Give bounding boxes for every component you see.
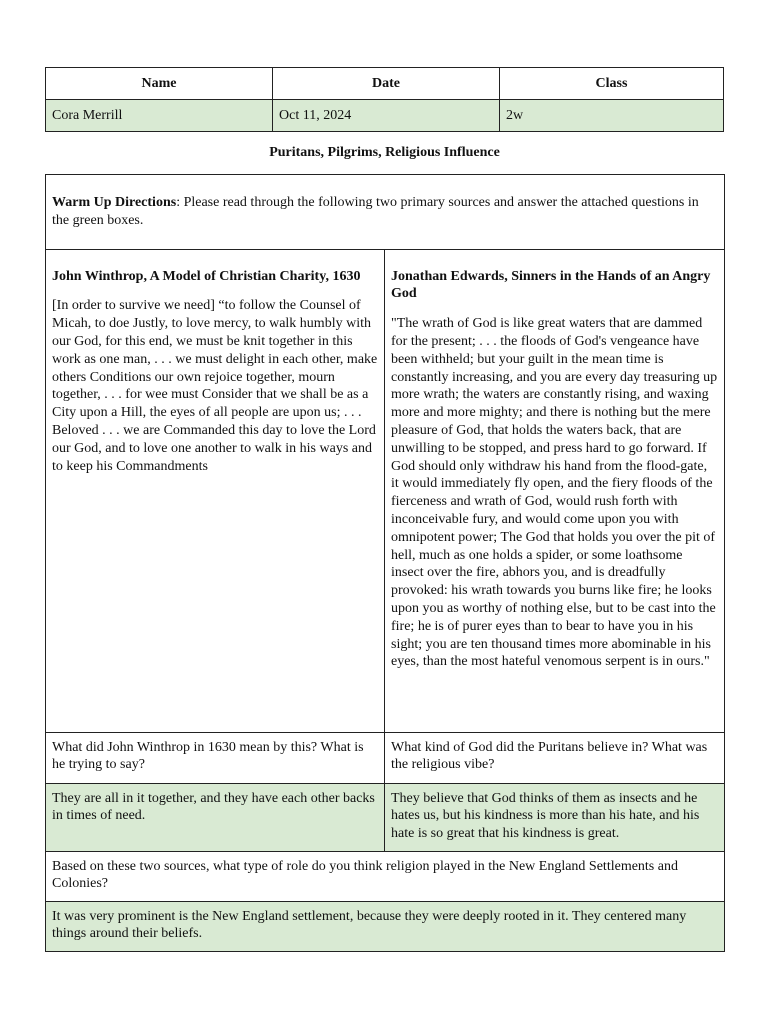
page-title: Puritans, Pilgrims, Religious Influence [269, 145, 500, 160]
name-header: Name [46, 68, 273, 100]
info-header-row [46, 68, 724, 100]
date-header: Date [273, 68, 500, 100]
directions-label: Warm Up Directions [52, 195, 177, 210]
worksheet-table [45, 174, 725, 952]
source-title: Jonathan Edwards, Sinners in the Hands of an Angry God [391, 268, 711, 302]
student-info-table [45, 67, 724, 132]
directions-text: : Please read through the following two primary sources and answer the attached questions in the green boxes. [52, 195, 699, 228]
source-text: "The wrath of God is like great waters that are dammed for the present; . . . the floods of God's vengeance have been withheld; but your guilt in the mean time is constantly increasing, and you are every day treasuring up more wrath; the waters are constantly rising, and waxing more and more mighty; and there is nothing but the mere pleasure of God, that holds the waters back, that are unwilling to be stopped, and press hard to go forward. If God should only withdraw his hand from the flood-gate, it would immediately fly open, and the fiery floods of the fierceness and wrath of God, would rush forth with inconceivable fury, and would come upon you with omnipotent power; The God that holds you over the pit of hell, much as one holds a spider, or some loathsome insect over the fire, abhors you, and is dreadfully provoked: his wrath towards you burns like fire; he looks upon you as worthy of nothing else, but to be cast into the fire; he is of purer eyes than to bear to have you in his sight; you are ten thousand times more abominable in his eyes, than the most hateful venomous serpent is in ours." [391, 316, 718, 670]
date-value[interactable]: Oct 11, 2024 [273, 100, 500, 132]
answer-2[interactable]: They believe that God thinks of them as insects and he hates us, but his kindness is more than his hate, and his hate is so great that his kindness is great. [385, 783, 725, 851]
directions-cell [46, 175, 725, 250]
question-2: What kind of God did the Puritans believe in? What was the religious vibe? [385, 732, 725, 783]
question-1: What did John Winthrop in 1630 mean by this? What is he trying to say? [46, 732, 385, 783]
name-value[interactable]: Cora Merrill [46, 100, 273, 132]
source-title: John Winthrop, A Model of Christian Charity, 1630 [52, 268, 361, 284]
source-winthrop [46, 249, 385, 732]
info-value-row [46, 100, 724, 132]
answer-1[interactable]: They are all in it together, and they have each other backs in times of need. [46, 783, 385, 851]
question-3: Based on these two sources, what type of role do you think religion played in the New England Settlements and Colonies? [46, 851, 725, 901]
answer-3[interactable]: It was very prominent is the New England settlement, because they were deeply rooted in it. They centered many things around their beliefs. [46, 901, 725, 951]
class-header: Class [500, 68, 724, 100]
class-value[interactable]: 2w [500, 100, 724, 132]
source-text: [In order to survive we need] “to follow the Counsel of Micah, to doe Justly, to love mercy, to walk humbly with our God, for this end, we must be knit together in this work as one man, . . . we must delight in each other, make others Conditions our own rejoice together, mourn together, . . . for wee must Consider that we shall be as a City upon a Hill, the eyes of all people are upon us; . . . Beloved . . . we are Commanded this day to love the Lord our God, and to love one another to walk in his ways and to keep his Commandments [52, 298, 378, 474]
source-edwards [385, 249, 725, 732]
